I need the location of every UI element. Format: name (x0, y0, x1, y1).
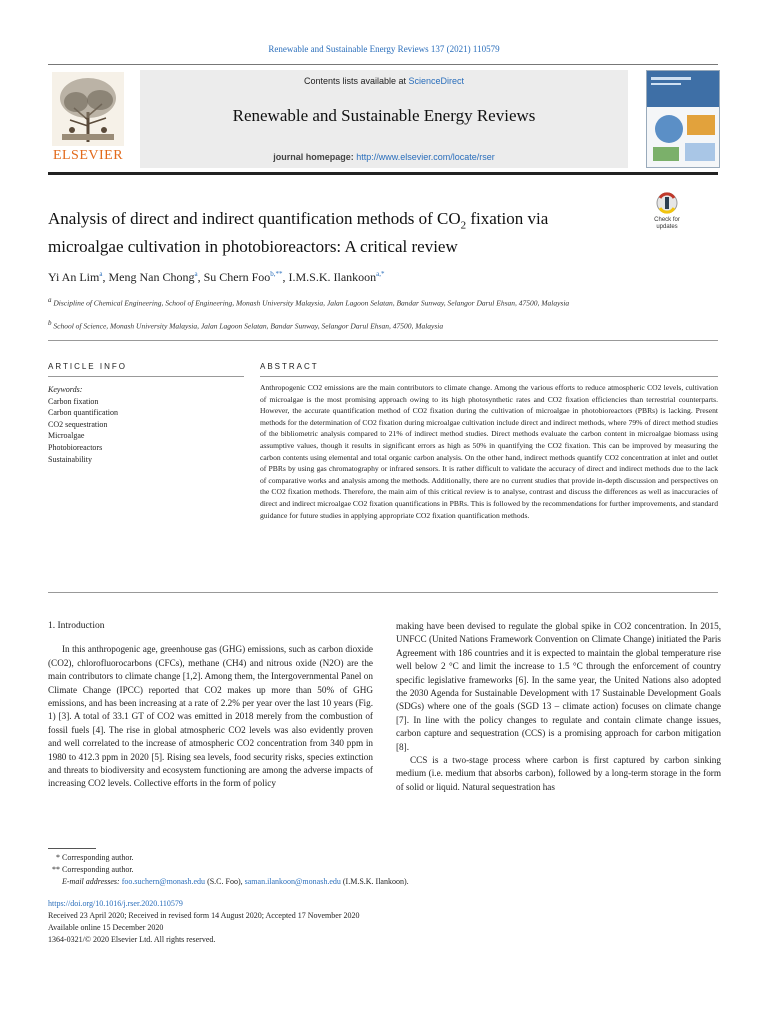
keywords-block (48, 384, 244, 465)
body-column-left (48, 620, 373, 791)
doi-link[interactable]: https://doi.org/10.1016/j.rser.2020.110579 (48, 899, 183, 908)
article-info-heading: ARTICLE INFO (48, 362, 127, 371)
article-info-rule (48, 376, 244, 377)
publication-info (48, 898, 718, 946)
author-sup[interactable]: a,* (376, 270, 385, 278)
check-for-updates-badge[interactable] (646, 190, 688, 232)
contents-line (140, 76, 628, 86)
affiliation-a (48, 295, 688, 309)
body-paragraph: making have been devised to regulate the global spike in CO2 concentration. In 2015, UNFCC (United Nations Framework Convention on Climate Change) initiated the Paris Agreement with 186 countries and it is expected to maintain the global temperature rise well below 2 °C and limit the increase to 1.5 °C through the enforcement of country specific legislative frameworks [6]. In the same year, the United Nations also adopted the 2030 Agenda for Sustainable Development with 17 Sustainable Development Goals (SDGs) where one of the goals (SGD 13 – climate action) focuses on climate change [7]. In line with the policy changes to regulate and contain climate change issues, carbon capture and sequestration (CCS) is a promising approach for carbon mitigation [8]. (396, 621, 721, 752)
email-owner: (I.M.S.K. Ilankoon). (340, 877, 409, 886)
body-column-right (396, 620, 721, 794)
title-subscript: 2 (460, 219, 467, 232)
copyright-line: 1364-0321/© 2020 Elsevier Ltd. All rights reserved. (48, 935, 216, 944)
homepage-label: journal homepage: (273, 152, 357, 162)
abstract-text: Anthropogenic CO2 emissions are the main contributors to climate change. Among the various efforts to reduce atmospheric CO2 levels, cultivation of microalgae is the most promising approach owing to its high photosynthetic rates and CO2 fixation efficiencies than terrestrial counterparts. However, the accurate quantification method of CO2 fixation during the cultivation of microalgae in photobioreactors (PBRs) is lacking. Present methods for the determination of CO2 fixation during microalgae cultivation include direct and indirect methods, where 79% of direct method studies of the bibliometric analysis compared to 21% of indirect method studies. Direct methods evaluate the carbon content in microalgae biomass using assumptive values, though it results in significant errors as high as 50% in quantifying the CO2 fixation. This can be improved by measuring the carbon contents using elemental and total organic carbon analysis. On the other hand, indirect methods quantify CO2 concentration at inlet and outlet of PBRs by using gas chromatography or infrared sensors. It is rather difficult to validate the accuracy of direct and indirect methods due to the lack of comparative works and analysis among the methods. Additionally, there are no current studies that provide in-depth discussion and perspectives on the CO2 fixation methods. Therefore, the main aim of this critical review is to analyse, contrast and discuss the differences as well as inaccuracies of direct and indirect microalgae CO2 fixation quantifications in PBRs. This is followed by the recommendations for further improvements, and standard guidance for future studies in applying appropriate CO2 fixation quantification methods. (260, 383, 718, 520)
keyword-item[interactable]: Carbon fixation (48, 396, 99, 406)
dates-line: Received 23 April 2020; Received in revised form 14 August 2020; Accepted 17 November 2020 (48, 911, 360, 920)
homepage-link[interactable]: http://www.elsevier.com/locate/rser (356, 152, 495, 162)
body-paragraph: In this anthropogenic age, greenhouse gas (GHG) emissions, such as carbon dioxide (CO2), chlorofluorocarbons (CFCs), methane (CH4) and nitrous oxide (N2O) are the main contributors to climate change [1,2]. Among them, the Intergovernmental Panel on Climate Change (IPCC) reported that CO2 makes up more than 50% of GHG emissions, and has been increasing at a rate of 2.2% per year over the last 10 years (Fig. 1) [3]. A total of 33.1 GT of CO2 was emitted in 2018 merely from the combustion of fossil fuels [4]. The rise in global atmospheric CO2 levels was also evidently proven and well correlated to the increase of atmospheric CO2 concentration from 340 ppm in 1980 to 412.3 ppm in 2020 [5]. Rising sea levels, food security risks, species extinction and threats to biodiversity and ecosystem functioning are among the adverse impacts of increasing CO2 levels. Collective efforts in the form of policy (48, 644, 373, 789)
journal-cover-art (647, 71, 719, 167)
affiliation-sup: b (48, 319, 52, 327)
author-sup[interactable]: a (194, 270, 198, 278)
abstract-rule (260, 376, 718, 377)
masthead-box (140, 70, 628, 168)
header-rule-thick (48, 172, 718, 175)
homepage-line (140, 152, 628, 162)
author-name[interactable]: I.M.S.K. Ilankoon (288, 270, 377, 284)
journal-reference[interactable]: Renewable and Sustainable Energy Reviews 137 (2021) 110579 (268, 44, 500, 54)
abstract-heading: ABSTRACT (260, 362, 319, 371)
email-label: E-mail addresses: (62, 877, 122, 886)
contents-prefix: Contents lists available at (303, 76, 409, 86)
affiliation-text: Discipline of Chemical Engineering, School of Engineering, Monash University Malaysia, Jalan Lagoon Selatan, Bandar Sunway, Selangor Darul Ehsan, 47500, Malaysia (53, 298, 570, 308)
email-link[interactable]: foo.suchern@monash.edu (121, 877, 206, 886)
title-part-2: fixation via microalgae cultivation in photobioreactors: A critical review (48, 209, 549, 257)
check-updates-line2: updates (656, 224, 678, 230)
masthead (48, 70, 628, 168)
abstract-end-rule (48, 592, 718, 593)
keyword-item[interactable]: Microalgae (48, 431, 85, 441)
affiliation-b (48, 318, 688, 332)
journal-title[interactable]: Renewable and Sustainable Energy Reviews (232, 106, 536, 125)
author-sup[interactable]: a (99, 270, 103, 278)
body-paragraph: CCS is a two-stage process where carbon is first captured by carbon sinking medium (i.e. medium that absorbs carbon), followed by a long-term storage in the form of solid or liquid. Natural sequestration has (396, 755, 721, 792)
keyword-item[interactable]: Photobioreactors (48, 442, 103, 452)
affiliation-sup: a (48, 296, 52, 304)
elsevier-wordmark: ELSEVIER (52, 148, 124, 163)
footnote-corresponding-2: ** Corresponding author. (52, 865, 134, 874)
header-rule (48, 64, 718, 65)
article-title (48, 208, 628, 258)
author-name[interactable]: Su Chern Foo (203, 270, 271, 284)
email-owner: (S.C. Foo), (205, 877, 245, 886)
email-link[interactable]: saman.ilankoon@monash.edu (244, 877, 341, 886)
keywords-label: Keywords: (48, 385, 83, 394)
keyword-item[interactable]: Sustainability (48, 454, 92, 464)
footnote-corresponding-1: * Corresponding author. (56, 853, 134, 862)
author-name[interactable]: Yi An Lim (48, 270, 100, 284)
sciencedirect-link[interactable]: ScienceDirect (408, 76, 465, 86)
author-sup[interactable]: b,** (270, 270, 283, 278)
author-list: Yi An Lim$^a$, Meng Nan Chong$^a$, Su Chern Foo$^{b,**}$, I.M.S.K. Ilankoon$^{a,*}$ (48, 270, 385, 284)
journal-cover-image[interactable] (646, 70, 720, 168)
title-part-1: Analysis of direct and indirect quantification methods of CO (48, 209, 461, 228)
footnote-rule (48, 848, 96, 849)
keyword-item[interactable]: CO2 sequestration (48, 419, 108, 429)
footnote-emails (48, 876, 718, 888)
section-divider (48, 340, 718, 341)
introduction-heading: 1. Introduction (48, 621, 105, 631)
elsevier-logo[interactable] (48, 70, 128, 166)
author-name[interactable]: Meng Nan Chong (108, 270, 195, 284)
available-line: Available online 15 December 2020 (48, 923, 164, 932)
check-updates-line1: Check for (654, 217, 680, 223)
keyword-item[interactable]: Carbon quantification (48, 408, 118, 418)
elsevier-tree-icon (52, 72, 124, 146)
check-updates-icon (646, 190, 688, 232)
footnotes (48, 852, 718, 888)
affiliation-text: School of Science, Monash University Malaysia, Jalan Lagoon Selatan, Bandar Sunway, Selangor Darul Ehsan, 47500, Malaysia (53, 321, 444, 331)
